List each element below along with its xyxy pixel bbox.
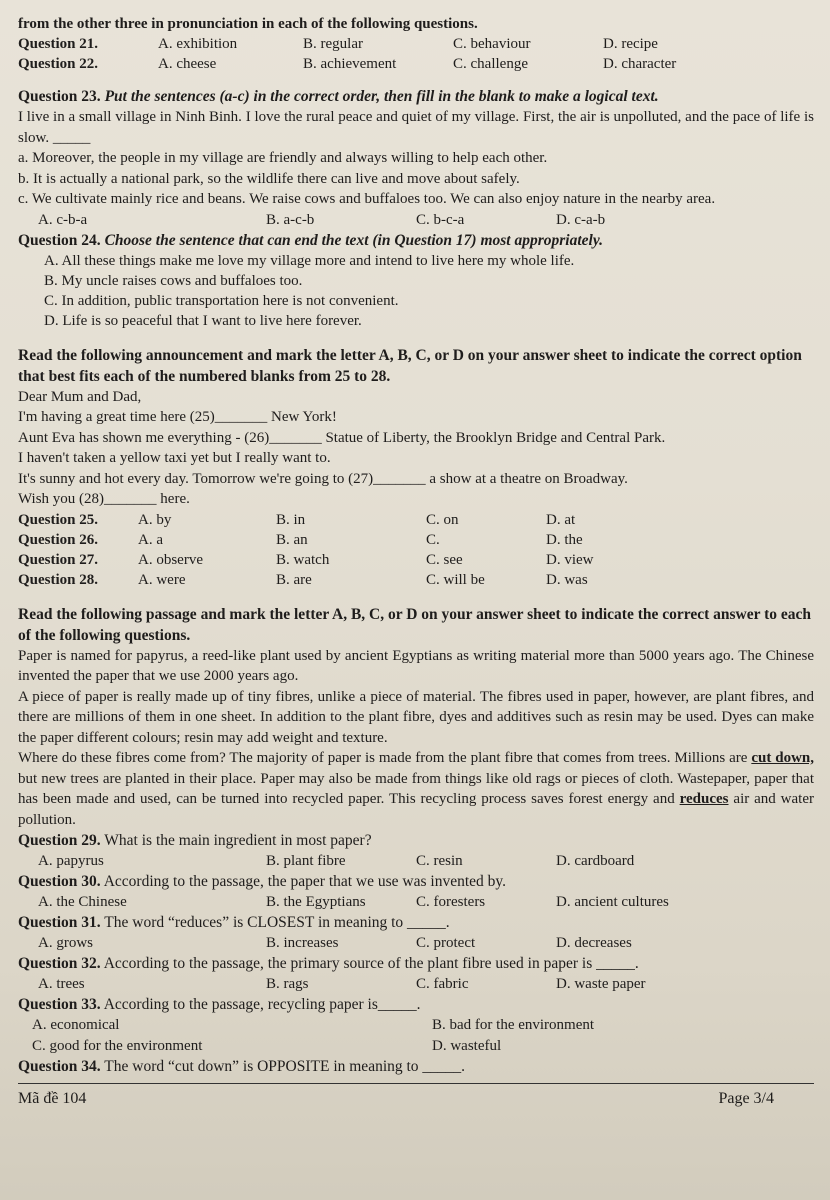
letter-line-6: Wish you (28)_______ here. (18, 491, 190, 507)
q28-label: Question 28. (18, 571, 99, 588)
footer (18, 1090, 814, 1108)
q22-option-b: B. achievement (303, 56, 397, 72)
q22-option-a: A. cheese (158, 56, 217, 72)
q23-option-a: A. c-b-a (38, 211, 88, 228)
q23-passage: I live in a small village in Ninh Binh. I love the rural peace and quiet of my village. First, the air is unpolluted, and the pace of life is slow. _____ (18, 109, 814, 146)
letter-line-3: Aunt Eva has shown me everything - (26)_______ Statue of Liberty, the Brooklyn Bridge and Central Park. (18, 429, 666, 446)
q30-option-c: C. foresters (416, 894, 486, 910)
q28-option-c: C. will be (426, 571, 485, 588)
q33-option-c: C. good for the environment (32, 1037, 203, 1054)
question-23-head (18, 86, 814, 107)
q24-option-c: C. In addition, public transportation here is not convenient. (44, 292, 399, 309)
question-27 (18, 550, 814, 570)
question-25 (18, 510, 814, 530)
p3-part-a: Where do these fibres come from? The majority of paper is made from the plant fibre that comes from trees. Millions are (18, 750, 748, 766)
question-24-head (18, 230, 814, 251)
question-31-head (18, 912, 814, 933)
q21-label: Question 21. (18, 36, 99, 52)
q33-label: Question 33. (18, 996, 101, 1013)
q22-label: Question 22. (18, 56, 99, 72)
q23-sentence-b: b. It is actually a national park, so the wildlife there can live and move about safely. (18, 170, 520, 187)
q34-text: The word “cut down” is OPPOSITE in meaning to _____. (104, 1058, 466, 1075)
q25-option-b: B. in (276, 511, 306, 528)
q31-text: The word “reduces” is CLOSEST in meaning to _____. (104, 914, 450, 931)
q34-label: Question 34. (18, 1058, 101, 1075)
q27-option-c: C. see (426, 551, 463, 568)
q28-option-d: D. was (546, 571, 588, 588)
q30-text: According to the passage, the paper that we use was invented by. (103, 873, 507, 890)
q29-option-c: C. resin (416, 853, 463, 869)
q23-options (18, 210, 814, 230)
q23-option-c: C. b-c-a (416, 211, 465, 228)
question-28 (18, 570, 814, 590)
letter-line-2: I'm having a great time here (25)_______ New York! (18, 409, 337, 425)
q21-option-a: A. exhibition (158, 36, 238, 52)
q32-option-d: D. waste paper (556, 976, 646, 992)
q33-option-a: A. economical (32, 1017, 120, 1033)
question-32-head (18, 953, 814, 974)
letter-line-1: Dear Mum and Dad, (18, 388, 142, 405)
letter-line-4: I haven't taken a yellow taxi yet but I really want to. (18, 450, 331, 466)
page-number: Page 3/4 (718, 1090, 774, 1107)
q33-option-b: B. bad for the environment (432, 1017, 595, 1033)
q25-option-a: A. by (138, 511, 172, 528)
q33-option-d: D. wasteful (432, 1037, 502, 1054)
q29-option-d: D. cardboard (556, 853, 635, 869)
question-26 (18, 530, 814, 550)
q30-option-b: B. the Egyptians (266, 894, 366, 910)
q23-instruction: Put the sentences (a-c) in the correct order, then fill in the blank to make a logical text. (104, 88, 659, 105)
question-21 (18, 34, 814, 54)
q26-option-d: D. the (546, 531, 583, 548)
q21-option-c: C. behaviour (453, 36, 531, 52)
q28-option-a: A. were (138, 571, 186, 588)
p3-part-b: but new trees are planted in their place. Paper may also be made from things like old rags or pieces of cloth. Wastepaper, paper that has been made and used, can be turned into recycled paper. This recycling process saves forest energy and (18, 770, 814, 807)
q26-option-a: A. a (138, 531, 163, 548)
q32-label: Question 32. (18, 955, 101, 972)
question-30-head (18, 871, 814, 892)
q32-option-a: A. trees (38, 976, 85, 992)
q24-option-b: B. My uncle raises cows and buffaloes too. (44, 272, 303, 289)
q31-option-d: D. decreases (556, 935, 632, 951)
q32-option-c: C. fabric (416, 976, 469, 992)
section-3-title: Read the following passage and mark the letter A, B, C, or D on your answer sheet to indicate the correct answer to each of the following questions. (18, 605, 812, 644)
q21-option-d: D. recipe (603, 36, 658, 52)
q32-option-b: B. rags (266, 976, 309, 992)
q23-option-d: D. c-a-b (556, 211, 606, 228)
q27-option-b: B. watch (276, 551, 330, 568)
q26-option-b: B. an (276, 531, 308, 548)
q31-option-c: C. protect (416, 935, 476, 951)
q30-options (18, 892, 814, 912)
q31-option-a: A. grows (38, 935, 93, 951)
q24-instruction: Choose the sentence that can end the text (in Question 17) most appropriately. (104, 231, 604, 249)
q29-option-b: B. plant fibre (266, 853, 346, 869)
q23-sentence-a: a. Moreover, the people in my village are friendly and always willing to help each other. (18, 150, 548, 166)
q32-text: According to the passage, the primary source of the plant fibre used in paper is _____. (103, 955, 639, 972)
question-34-head (18, 1056, 814, 1077)
letter-line-5: It's sunny and hot every day. Tomorrow we're going to (27)_______ a show at a theatre on Broadway. (18, 470, 628, 487)
q26-label: Question 26. (18, 531, 99, 548)
footer-divider (18, 1083, 814, 1084)
q30-label: Question 30. (18, 873, 101, 890)
passage-paragraph-1: Paper is named for papyrus, a reed-like plant used by ancient Egyptians as writing material more than 5000 years ago. The Chinese invented the paper that we use 2000 years ago. (18, 647, 814, 684)
p3-cut-down: cut down, (751, 750, 814, 766)
q29-label: Question 29. (18, 832, 101, 849)
q25-option-c: C. on (426, 511, 459, 528)
q25-option-d: D. at (546, 511, 576, 528)
q31-options (18, 933, 814, 953)
q30-option-d: D. ancient cultures (556, 894, 669, 910)
q23-option-b: B. a-c-b (266, 211, 315, 228)
q23-sentence-c: c. We cultivate mainly rice and beans. We raise cows and buffaloes too. We can also enjoy nature in the nearby area. (18, 191, 716, 207)
q27-label: Question 27. (18, 551, 99, 568)
q22-option-c: C. challenge (453, 56, 528, 72)
q24-option-d: D. Life is so peaceful that I want to live here forever. (44, 312, 362, 329)
section-2-title: Read the following announcement and mark the letter A, B, C, or D on your answer sheet to indicate the correct option that best fits each of the numbered blanks from 25 to 28. (18, 346, 802, 385)
q27-option-d: D. view (546, 551, 594, 568)
q30-option-a: A. the Chinese (38, 894, 127, 910)
q28-option-b: B. are (276, 571, 312, 588)
question-33-head (18, 994, 814, 1015)
p3-reduces: reduces (679, 791, 729, 807)
intro-line: from the other three in pronunciation in each of the following questions. (18, 16, 478, 32)
q26-option-c: C. (426, 531, 440, 548)
q29-options (18, 851, 814, 871)
q29-option-a: A. papyrus (38, 853, 104, 869)
q24-option-a: A. All these things make me love my village more and intend to live here my whole life. (44, 252, 575, 269)
q31-label: Question 31. (18, 914, 101, 931)
q27-option-a: A. observe (138, 551, 203, 568)
passage-paragraph-3 (18, 748, 814, 830)
q22-option-d: D. character (603, 56, 677, 72)
q33-options (18, 1015, 814, 1056)
q24-label: Question 24. (18, 231, 101, 249)
q31-option-b: B. increases (266, 935, 339, 951)
q25-label: Question 25. (18, 511, 99, 528)
q32-options (18, 974, 814, 994)
exam-code: Mã đề 104 (18, 1090, 87, 1107)
question-29-head (18, 830, 814, 851)
q29-text: What is the main ingredient in most paper? (104, 832, 372, 849)
question-22 (18, 54, 814, 74)
q33-text: According to the passage, recycling paper is_____. (103, 996, 421, 1013)
p3-part-c: air and water pollution. (18, 791, 814, 828)
q23-label: Question 23. (18, 88, 101, 105)
q21-option-b: B. regular (303, 36, 363, 52)
passage-paragraph-2: A piece of paper is really made up of tiny fibres, unlike a piece of material. The fibres used in paper, however, are plant fibres, and there are millions of them in one sheet. In addition to the plant fibre, dyes and additives such as resin may be used. Dyes can make the paper different colours; resin may add weight and texture. (18, 688, 814, 746)
